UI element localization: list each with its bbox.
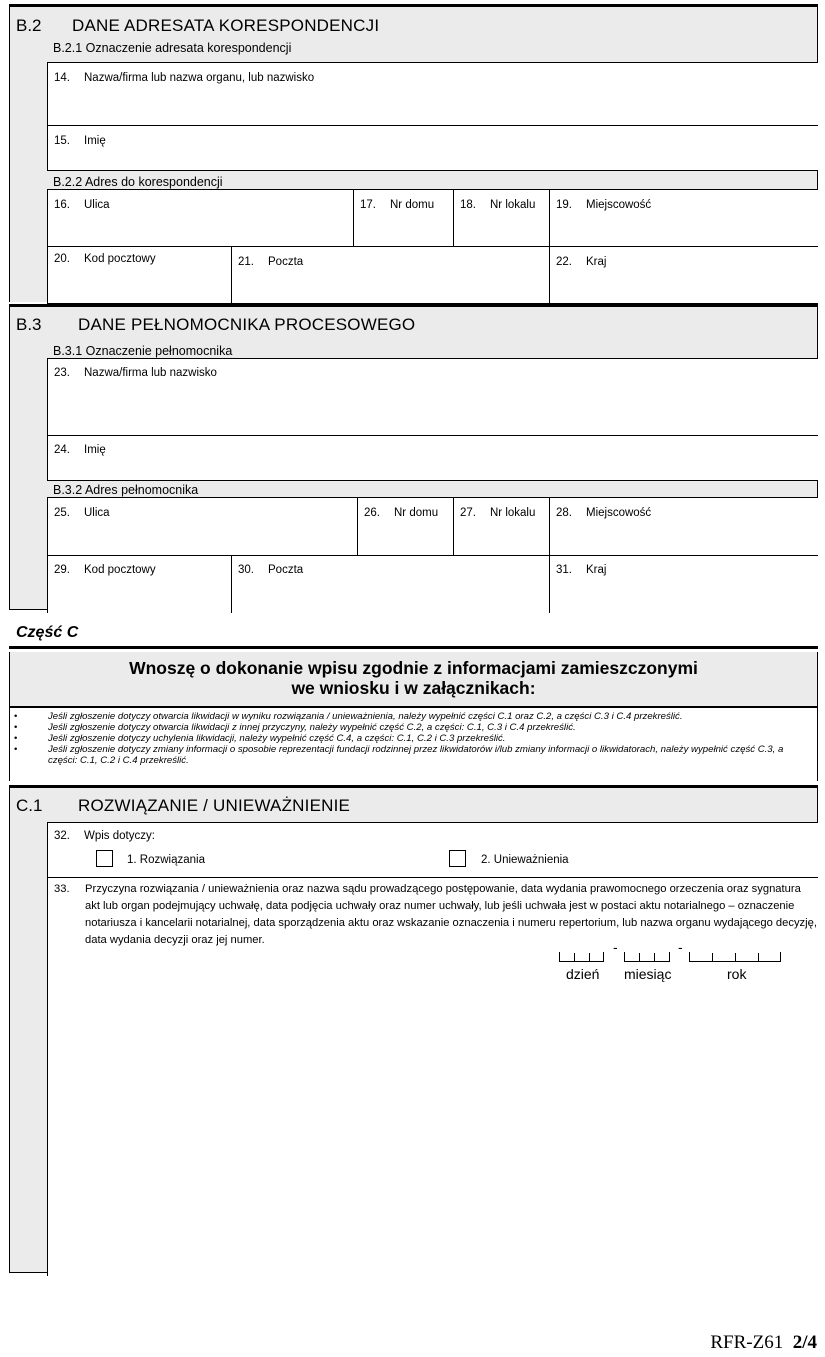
instruction-item: • Jeśli zgłoszenie dotyczy otwarcia likwidacji z innej przyczyny, należy wypełnić część C.2, a części: C.1, C.3 i C.4 przekreślić. <box>14 722 813 733</box>
section-b2 <box>9 4 818 302</box>
field-label: Nazwa/firma lub nazwa organu, lub nazwisko <box>84 72 315 84</box>
section-title: ROZWIĄZANIE / UNIEWAŻNIENIE <box>78 796 351 815</box>
field-label: Nazwa/firma lub nazwisko <box>84 367 217 379</box>
subsection-title: B.3.2 Adres pełnomocnika <box>53 483 199 497</box>
field-label: Poczta <box>268 256 304 268</box>
date-year-label: rok <box>727 966 747 982</box>
form-code: RFR-Z61 <box>710 1332 784 1353</box>
b3-name-table <box>47 358 818 480</box>
date-month-label: miesiąc <box>624 966 672 982</box>
field-22[interactable] <box>549 247 818 303</box>
c1-table <box>47 822 818 1275</box>
instructions-list <box>9 707 818 781</box>
field-label: Imię <box>84 444 106 456</box>
field-number: 23. <box>54 367 70 379</box>
field-number: 32. <box>54 830 70 842</box>
field-label: Ulica <box>84 507 110 519</box>
field-number: 31. <box>556 564 572 576</box>
field-19[interactable] <box>549 190 818 246</box>
date-year-boxes[interactable] <box>689 952 781 962</box>
b3-address-table <box>47 497 818 612</box>
field-14[interactable] <box>47 63 818 126</box>
section-title: DANE ADRESATA KORESPONDENCJI <box>72 16 380 35</box>
field-number: 29. <box>54 564 70 576</box>
instruction-item: • Jeśli zgłoszenie dotyczy otwarcia likwidacji w wyniku rozwiązania / unieważnienia, należy wypełnić części C.1 oraz C.2, a części C.3 i C.4 przekreślić. <box>14 711 813 722</box>
subsection-title: B.2.2 Adres do korespondencji <box>53 175 223 189</box>
option-label: 2. Unieważnienia <box>481 854 569 866</box>
page-footer <box>710 1332 817 1354</box>
field-number: 26. <box>364 507 380 519</box>
instruction-item: • Jeśli zgłoszenie dotyczy zmiany informacji o sposobie reprezentacji fundacji rodzinnej przez likwidatorów i/lub zmiany informacji o likwidatorach, należy wypełnić część C.3, a części: C.1, C.2 i C.4 przekreślić. <box>14 744 813 766</box>
date-day-label: dzień <box>566 966 600 982</box>
field-label: Miejscowość <box>586 507 652 519</box>
field-label: Kraj <box>586 564 607 576</box>
section-code: B.2 <box>16 16 42 35</box>
field-number: 16. <box>54 199 70 211</box>
checkbox-rozwiazania[interactable] <box>96 850 113 867</box>
field-31[interactable] <box>549 556 818 613</box>
field-18[interactable] <box>453 190 549 246</box>
date-separator: - <box>613 939 618 955</box>
address-row-1 <box>47 190 818 247</box>
subsection-title: B.3.1 Oznaczenie pełnomocnika <box>53 344 233 358</box>
section-b3 <box>9 304 818 610</box>
field-29[interactable] <box>47 556 231 613</box>
page-number: 2/4 <box>792 1332 817 1353</box>
field-label: Kod pocztowy <box>84 564 156 576</box>
field-label: Ulica <box>84 199 110 211</box>
section-c1 <box>9 785 818 1273</box>
field-number: 15. <box>54 135 70 147</box>
field-28[interactable] <box>549 498 818 555</box>
field-label: Nr lokalu <box>490 507 536 519</box>
field-number: 19. <box>556 199 572 211</box>
field-label: Imię <box>84 135 106 147</box>
divider <box>9 646 818 649</box>
section-title: DANE PEŁNOMOCNIKA PROCESOWEGO <box>78 315 416 334</box>
field-number: 22. <box>556 256 572 268</box>
option-label: 1. Rozwiązania <box>127 854 205 866</box>
b2-name-table <box>47 62 818 170</box>
declaration-banner <box>9 652 818 707</box>
field-number: 18. <box>460 199 476 211</box>
field-label: Nr lokalu <box>490 199 536 211</box>
field-15[interactable] <box>47 126 818 171</box>
field-number: 24. <box>54 444 70 456</box>
field-26[interactable] <box>357 498 453 555</box>
field-label: Wpis dotyczy: <box>84 830 155 842</box>
declaration-line-1: Wnoszę o dokonanie wpisu zgodnie z informacjami zamieszczonymi <box>129 658 698 678</box>
subsection-title: B.2.1 Oznaczenie adresata korespondencji <box>53 41 292 55</box>
field-25[interactable] <box>47 498 357 555</box>
field-label: Kod pocztowy <box>84 253 156 265</box>
field-number: 17. <box>360 199 376 211</box>
field-number: 28. <box>556 507 572 519</box>
field-label: Poczta <box>268 564 304 576</box>
field-33-description: Przyczyna rozwiązania / unieważnienia oraz nazwa sądu prowadzącego postępowanie, data wydania prawomocnego orzeczenia oraz sygnatura akt lub organ podejmujący uchwałę, data podjęcia uchwały oraz numer uchwały, lub jeśli uchwała jest w postaci aktu notarialnego – oznaczenie notariusza i kancelarii notarialnej, data sporządzenia aktu oraz wskazanie oznaczenia i numeru repertorium, lub nazwa organu wydającego decyzję, data wydania decyzji oraz jej numer. <box>85 883 817 946</box>
address-row-2 <box>47 247 818 304</box>
part-heading: Część C <box>16 624 79 641</box>
field-number: 20. <box>54 253 70 265</box>
b2-address-table <box>47 189 818 303</box>
field-24[interactable] <box>47 436 818 481</box>
field-number: 27. <box>460 507 476 519</box>
instruction-item: • Jeśli zgłoszenie dotyczy uchylenia likwidacji, należy wypełnić część C.4, a części: C.1, C.2 i C.3 przekreślić. <box>14 733 813 744</box>
field-label: Kraj <box>586 256 607 268</box>
field-number: 33. <box>54 883 70 895</box>
field-number: 25. <box>54 507 70 519</box>
declaration-line-2: we wniosku i w załącznikach: <box>291 678 536 698</box>
field-label: Nr domu <box>390 199 435 211</box>
field-30[interactable] <box>231 556 549 613</box>
field-17[interactable] <box>353 190 453 246</box>
field-23[interactable] <box>47 359 818 436</box>
field-label: Nr domu <box>394 507 439 519</box>
field-16[interactable] <box>47 190 353 246</box>
date-month-boxes[interactable] <box>624 952 670 962</box>
field-20[interactable] <box>47 247 231 303</box>
field-27[interactable] <box>453 498 549 555</box>
field-number: 30. <box>238 564 254 576</box>
field-33[interactable] <box>47 878 818 1276</box>
date-day-boxes[interactable] <box>559 952 604 962</box>
address-row-2 <box>47 556 818 613</box>
field-21[interactable] <box>231 247 549 303</box>
checkbox-uniewaznienia[interactable] <box>449 850 466 867</box>
field-number: 14. <box>54 72 70 84</box>
field-number: 21. <box>238 256 254 268</box>
date-separator: - <box>678 939 683 955</box>
field-32 <box>47 823 818 878</box>
section-code: C.1 <box>16 796 43 815</box>
field-label: Miejscowość <box>586 199 652 211</box>
address-row-1 <box>47 498 818 556</box>
section-code: B.3 <box>16 315 42 334</box>
